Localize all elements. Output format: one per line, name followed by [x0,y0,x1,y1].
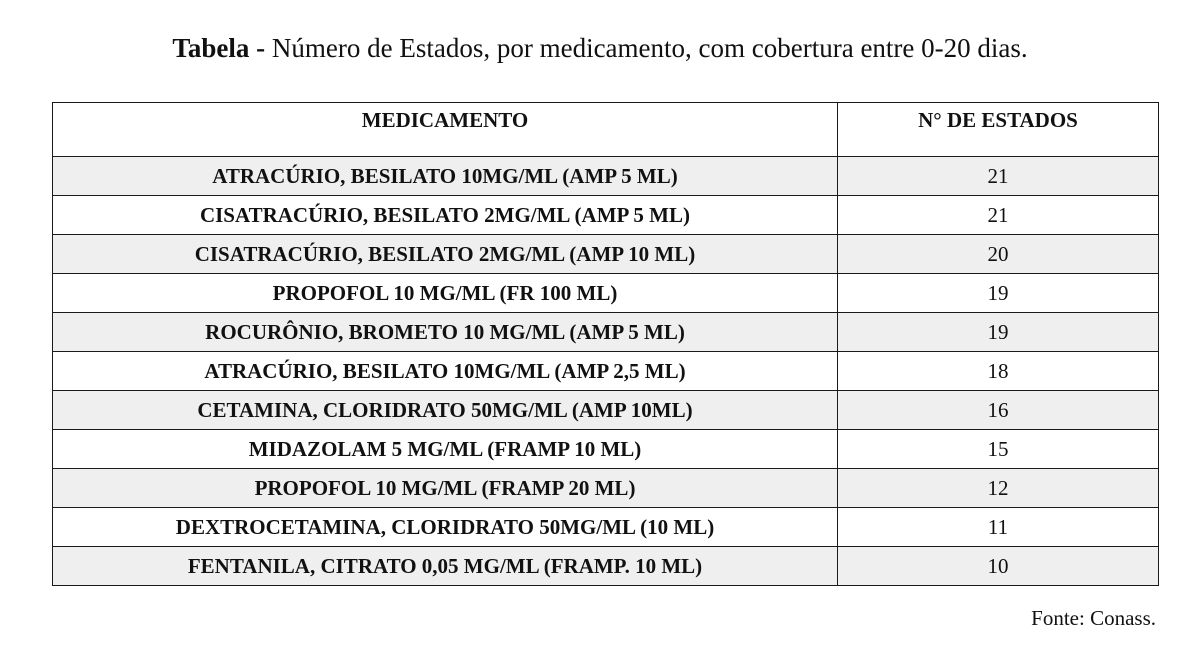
table-row [53,157,1159,196]
cell-medicamento: ATRACÚRIO, BESILATO 10MG/ML (AMP 5 ML) [53,157,838,196]
table-header-row [53,103,1159,157]
cell-numero-estados: 21 [838,157,1159,196]
caption-text: Número de Estados, por medicamento, com cobertura entre 0-20 dias. [265,33,1028,63]
cell-medicamento: CISATRACÚRIO, BESILATO 2MG/ML (AMP 5 ML) [53,196,838,235]
header-numero-estados: N° DE ESTADOS [838,103,1159,157]
cell-numero-estados: 12 [838,469,1159,508]
cell-medicamento: FENTANILA, CITRATO 0,05 MG/ML (FRAMP. 10 ML) [53,547,838,586]
cell-numero-estados: 10 [838,547,1159,586]
cell-numero-estados: 19 [838,313,1159,352]
cell-medicamento: DEXTROCETAMINA, CLORIDRATO 50MG/ML (10 ML) [53,508,838,547]
cell-medicamento: CISATRACÚRIO, BESILATO 2MG/ML (AMP 10 ML) [53,235,838,274]
table-row [53,274,1159,313]
table-row [53,235,1159,274]
cell-medicamento: ROCURÔNIO, BROMETO 10 MG/ML (AMP 5 ML) [53,313,838,352]
cell-numero-estados: 20 [838,235,1159,274]
table-row [53,313,1159,352]
table-row [53,352,1159,391]
cell-numero-estados: 21 [838,196,1159,235]
table-row [53,508,1159,547]
table-row [53,547,1159,586]
cell-numero-estados: 15 [838,430,1159,469]
table-row [53,391,1159,430]
table-caption [0,30,1200,66]
cell-numero-estados: 19 [838,274,1159,313]
header-medicamento: MEDICAMENTO [53,103,838,157]
table-row [53,196,1159,235]
cell-medicamento: PROPOFOL 10 MG/ML (FR 100 ML) [53,274,838,313]
cell-medicamento: ATRACÚRIO, BESILATO 10MG/ML (AMP 2,5 ML) [53,352,838,391]
cell-numero-estados: 18 [838,352,1159,391]
table-row [53,430,1159,469]
medication-table [52,102,1159,586]
cell-medicamento: PROPOFOL 10 MG/ML (FRAMP 20 ML) [53,469,838,508]
source-note: Fonte: Conass. [1031,606,1156,630]
cell-medicamento: CETAMINA, CLORIDRATO 50MG/ML (AMP 10ML) [53,391,838,430]
caption-label: Tabela - [172,33,266,63]
cell-medicamento: MIDAZOLAM 5 MG/ML (FRAMP 10 ML) [53,430,838,469]
cell-numero-estados: 11 [838,508,1159,547]
cell-numero-estados: 16 [838,391,1159,430]
table-row [53,469,1159,508]
